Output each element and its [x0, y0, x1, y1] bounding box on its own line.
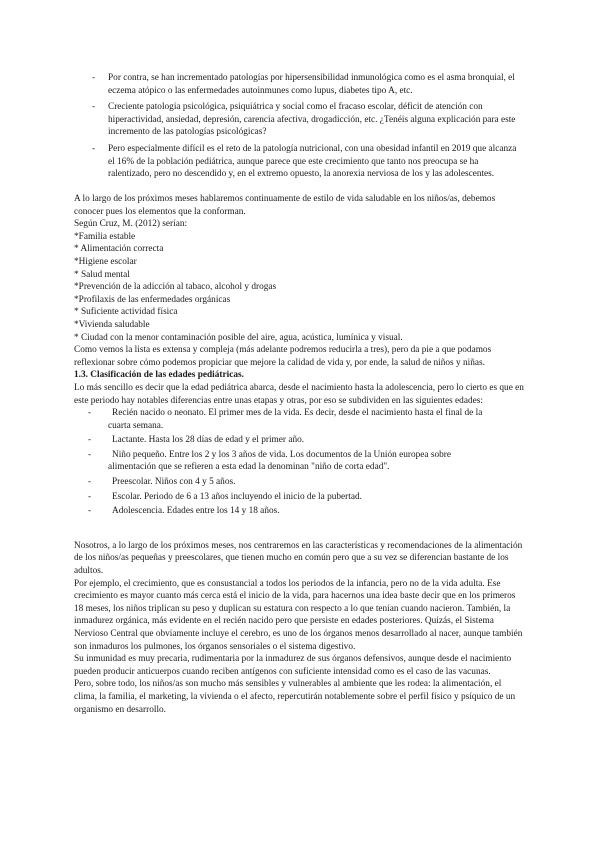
list-item-text: Lactante. Hasta los 28 días de edad y el primer año.	[112, 435, 305, 446]
paragraph-growth: Por ejemplo, el crecimiento, que es consustancial a todos los periodos de la infancia, pero no de la vida adulta. Ese crecimiento es mayor cuanto más cerca está el inicio de la vida, para hacernos una idea baste decir que en los primeros 18 meses, los niños triplican su peso y duplican su estatura con respecto a lo que tenían cuando nacieron. También, la inmadurez orgánica, más evidente en el recién nacido pero que persiste en edades posteriores. Quizás, el Sistema Nervioso Central que obviamente incluye el cerebro, es uno de los órganos menos desarrollado al nacer, aunque también son inmaduros los pulmones, los órganos sensoriales o el sistema digestivo.	[74, 578, 523, 652]
list-item: * Ciudad con la menor contaminación posible del aire, agua, acústica, lumínica y visual.	[74, 332, 403, 343]
list-item: - Pero especialmente difícil es el reto de la patología nutricional, con una obesidad infantil en 2019 que alcanza el 16% de la población pediátrica, aunque parece que este crecimiento que tanto nos preocupa se ha ralentizado, pero no descendido y, en el extremo opuesto, la anorexia nerviosa de los y las adolescentes.	[92, 143, 522, 181]
list-item: *Higiene escolar	[74, 256, 137, 267]
list-item: * Salud mental	[74, 269, 130, 280]
list-item-text: Niño pequeño. Entre los 2 y los 3 años de vida. Los documentos de la Unión europea sobre alimentación que se refieren a esta edad la denominan "niño de corta edad".	[108, 449, 452, 473]
list-item: *Profilaxis de las enfermedades orgánicas	[74, 294, 231, 305]
list-item: * Alimentación correcta	[74, 244, 164, 255]
list-item	[88, 434, 498, 447]
lifestyle-section	[74, 193, 524, 716]
paragraph-classification: Lo más sencillo es decir que la edad pediátrica abarca, desde el nacimiento hasta la adolescencia, pero lo cierto es que en este periodo hay notables diferencias entre unas etapas y otras, por eso se subdividen en las siguientes edades:	[74, 382, 524, 406]
list-item	[88, 491, 498, 504]
list-item: *Familia estable	[74, 231, 136, 242]
list-item	[88, 407, 498, 432]
paragraph-lifestyle: A lo largo de los próximos meses hablaremos continuamente de estilo de vida saludable en los niños/as, debemos conocer pues los elementos que la conforman.	[74, 194, 496, 217]
source-line: Según Cruz, M. (2012) serían:	[74, 219, 188, 230]
list-item	[88, 505, 498, 518]
lifestyle-elements-list	[74, 231, 524, 344]
spacer	[74, 520, 524, 540]
paragraph-focus: Nosotros, a lo largo de los próximos meses, nos centraremos en las características y recomendaciones de la alimentación de los niños/as pequeñas y preescolares, que tienen mucho en común pero que a su vez se diferencian bastante de los adultos.	[74, 540, 523, 577]
list-item-text: Preescolar. Niños con 4 y 5 años.	[112, 477, 236, 488]
list-item: - Creciente patología psicológica, psiquiátrica y social como el fracaso escolar, déficit de atención con hiperactividad, ansiedad, depresión, carencia afectiva, drogadicción, etc. ¿Tenéis alguna explicación para este incremento de las patologías psicológicas?	[92, 101, 522, 139]
intro-dash-list	[92, 72, 522, 185]
list-item: * Suficiente actividad física	[74, 307, 178, 318]
list-item-text: Recién nacido o neonato. El primer mes de la vida. Es decir, desde el nacimiento hasta el final de la cuarta semana.	[108, 408, 483, 431]
paragraph-sensitive: Pero, sobre todo, los niños/as son mucho más sensibles y vulnerables al ambiente que les rodea: la alimentación, el clima, la familia, el marketing, la vivienda o el afecto, repercutirán notablemente sobre el perfil físico y psíquico de un organismo en desarrollo.	[74, 679, 516, 715]
list-item: *Vivienda saludable	[74, 319, 150, 330]
list-item: *Prevención de la adicción al tabaco, alcohol y drogas	[74, 282, 277, 293]
list-item	[88, 449, 498, 474]
paragraph-extensive: Como vemos la lista es extensa y compleja (más adelante podremos reducirla a tres), pero da pie a que podamos reflexionar sobre cómo podemos propiciar que mejore la calidad de vida y, por ende, la salud de niños y niñas.	[74, 345, 492, 368]
list-item	[88, 476, 498, 489]
list-item-text: Adolescencia. Edades entre los 14 y 18 años.	[112, 506, 280, 517]
list-item-text: Escolar. Periodo de 6 a 13 años incluyendo el inicio de la pubertad.	[112, 491, 362, 502]
section-heading: 1.3. Clasificación de las edades pediátricas.	[74, 370, 244, 381]
paragraph-immunity: Su inmunidad es muy precaria, rudimentaria por la inmadurez de sus órganos defensivos, aunque desde el nacimiento pueden producir anticuerpos cuando reciben antígenos con suficiente intensidad como es el caso de las vacunas.	[74, 654, 512, 677]
list-item: - Por contra, se han incrementado patologías por hipersensibilidad inmunológica como es el asma bronquial, el eczema atópico o las enfermedades autoinmunes como lupus, diabetes tipo A, etc.	[92, 72, 522, 97]
age-groups-list	[88, 407, 498, 518]
